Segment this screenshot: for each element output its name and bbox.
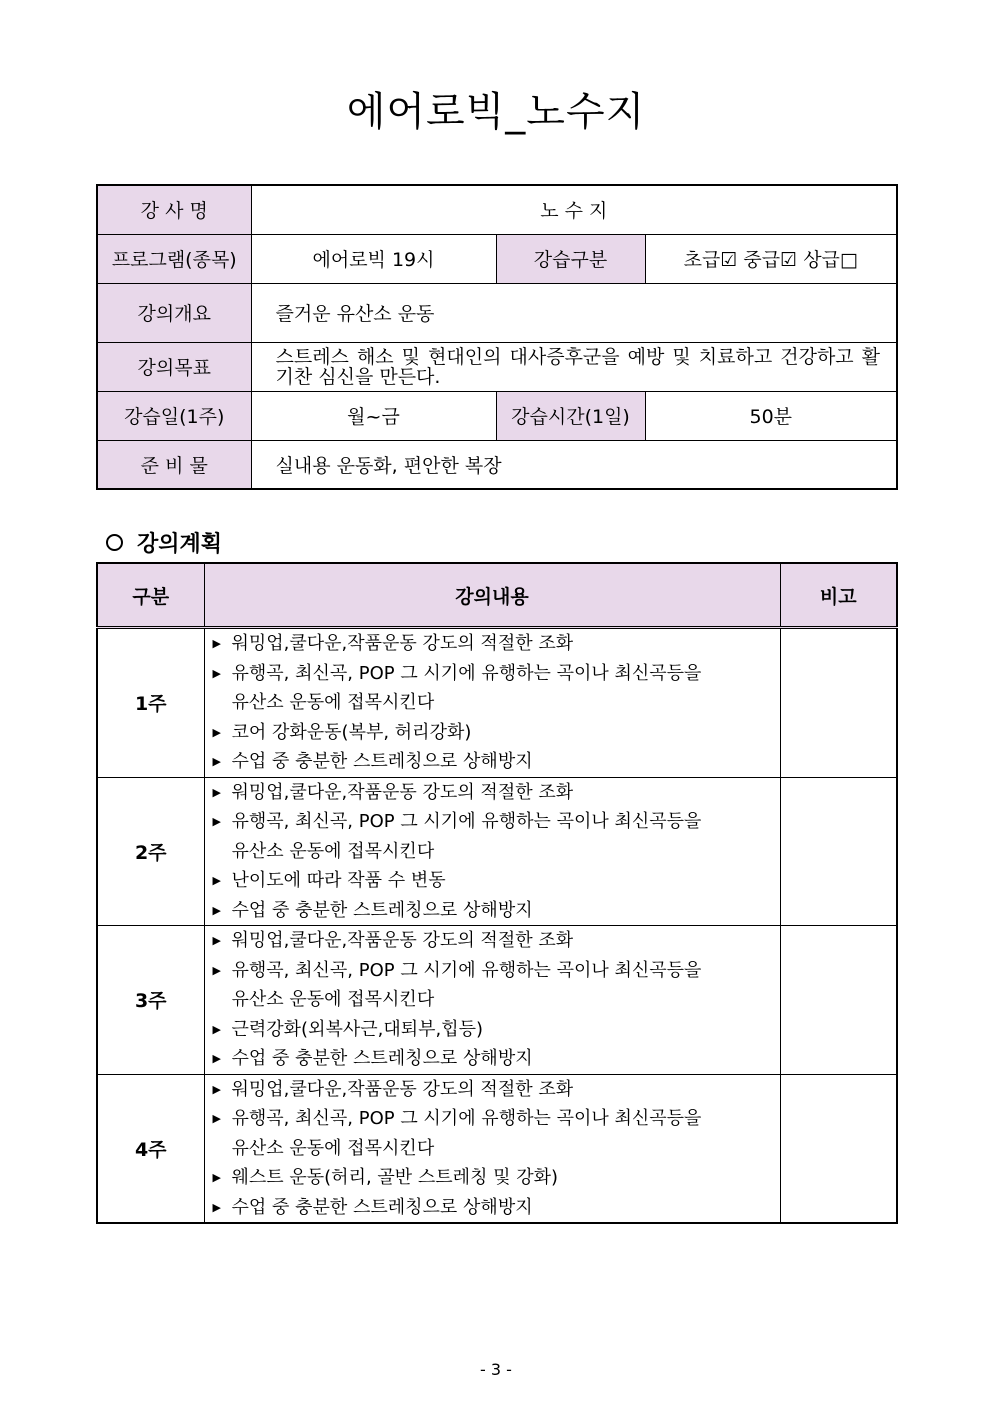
overview-label: 강의개요	[97, 283, 251, 342]
triangle-bullet-icon: ▶	[212, 815, 221, 828]
list-item	[213, 718, 780, 748]
circle-bullet-icon	[106, 534, 123, 551]
list-item	[213, 1044, 780, 1074]
page-number: - 3 -	[480, 1360, 512, 1379]
list-item	[213, 1134, 780, 1164]
header-note: 비고	[780, 563, 897, 628]
list-item-text: 근력강화(외복사근,대퇴부,힙등)	[231, 1018, 484, 1040]
table-row	[97, 1074, 897, 1223]
days-value: 월~금	[251, 391, 496, 440]
list-item-text: 코어 강화운동(복부, 허리강화)	[231, 721, 472, 743]
time-value: 50분	[645, 391, 897, 440]
triangle-bullet-icon: ▶	[212, 755, 221, 768]
table-header-row	[97, 563, 897, 628]
triangle-bullet-icon: ▶	[212, 963, 221, 977]
list-item-text: 유산소 운동에 접목시킨다	[231, 989, 435, 1010]
program-value: 에어로빅 19시	[251, 234, 496, 283]
triangle-bullet-icon: ▶	[212, 934, 221, 947]
list-item-text: 난이도에 따라 작품 수 변동	[231, 870, 446, 891]
triangle-bullet-icon: ▶	[212, 1200, 221, 1214]
triangle-bullet-icon: ▶	[212, 666, 221, 680]
list-item	[213, 688, 780, 718]
list-item	[213, 1163, 780, 1193]
header-content: 강의내용	[204, 563, 780, 628]
list-item-text: 워밍업,쿨다운,작품운동 강도의 적절한 조화	[231, 633, 574, 654]
time-label: 강습시간(1일)	[496, 391, 645, 440]
list-item-text: 유산소 운동에 접목시킨다	[231, 692, 435, 713]
level-value: 초급☑ 중급☑ 상급□	[645, 234, 897, 283]
list-item	[213, 926, 780, 956]
week-label: 4주	[97, 1074, 204, 1223]
list-item-text: 워밍업,쿨다운,작품운동 강도의 적절한 조화	[231, 1078, 574, 1100]
list-item	[213, 866, 780, 896]
list-item-text: 수업 중 충분한 스트레칭으로 상해방지	[231, 1196, 533, 1218]
list-item-text: 워밍업,쿨다운,작품운동 강도의 적절한 조화	[231, 781, 574, 803]
note-cell	[780, 777, 897, 926]
triangle-bullet-icon: ▶	[212, 1022, 221, 1036]
list-item	[213, 1015, 780, 1045]
program-label: 프로그램(종목)	[97, 234, 251, 283]
triangle-bullet-icon: ▶	[212, 1171, 221, 1184]
list-item-text: 유행곡, 최신곡, POP 그 시기에 유행하는 곡이나 최신곡등을	[231, 959, 702, 981]
list-item-text: 웨스트 운동(허리, 골반 스트레칭 및 강화)	[231, 1167, 559, 1188]
note-cell	[780, 1074, 897, 1223]
triangle-bullet-icon: ▶	[212, 1112, 221, 1125]
list-item-text: 워밍업,쿨다운,작품운동 강도의 적절한 조화	[231, 930, 574, 951]
triangle-bullet-icon: ▶	[212, 903, 221, 917]
triangle-bullet-icon: ▶	[212, 637, 221, 650]
triangle-bullet-icon: ▶	[212, 1082, 221, 1096]
overview-value: 즐거운 유산소 운동	[251, 283, 897, 342]
course-info-table	[96, 184, 898, 490]
note-cell	[780, 628, 897, 778]
list-item-text: 유산소 운동에 접목시킨다	[231, 1137, 435, 1159]
list-item	[213, 1193, 780, 1223]
table-row	[97, 628, 897, 778]
list-item	[213, 1104, 780, 1134]
week-label: 3주	[97, 926, 204, 1075]
list-item-text: 유행곡, 최신곡, POP 그 시기에 유행하는 곡이나 최신곡등을	[231, 1108, 702, 1129]
table-row	[97, 926, 897, 1075]
prep-value: 실내용 운동화, 편안한 복장	[251, 440, 897, 489]
header-week: 구분	[97, 563, 204, 628]
instructor-label: 강 사 명	[97, 185, 251, 234]
level-label: 강습구분	[496, 234, 645, 283]
list-item	[213, 778, 780, 808]
list-item	[213, 837, 780, 867]
days-label: 강습일(1주)	[97, 391, 251, 440]
list-item-text: 수업 중 충분한 스트레칭으로 상해방지	[231, 1048, 533, 1069]
prep-label: 준 비 물	[97, 440, 251, 489]
list-item	[213, 629, 780, 659]
triangle-bullet-icon: ▶	[212, 1052, 221, 1065]
list-item	[213, 985, 780, 1015]
list-item	[213, 896, 780, 926]
goal-value: 스트레스 해소 및 현대인의 대사증후군을 예방 및 치료하고 건강하고 활기찬 심신을 만든다.	[251, 342, 897, 391]
list-item	[213, 956, 780, 986]
lecture-plan-table	[96, 562, 898, 1224]
week-content	[204, 777, 780, 926]
week-label: 2주	[97, 777, 204, 926]
section-heading	[106, 527, 222, 558]
list-item-text: 수업 중 충분한 스트레칭으로 상해방지	[231, 899, 533, 921]
section-title: 강의계획	[137, 532, 223, 557]
week-label: 1주	[97, 628, 204, 778]
triangle-bullet-icon: ▶	[212, 725, 221, 739]
week-content	[204, 628, 780, 778]
list-item-text: 유산소 운동에 접목시킨다	[231, 840, 435, 862]
triangle-bullet-icon: ▶	[212, 874, 221, 887]
list-item	[213, 747, 780, 777]
triangle-bullet-icon: ▶	[212, 785, 221, 799]
list-item-text: 유행곡, 최신곡, POP 그 시기에 유행하는 곡이나 최신곡등을	[231, 662, 702, 684]
list-item	[213, 807, 780, 837]
list-item	[213, 659, 780, 689]
list-item-text: 유행곡, 최신곡, POP 그 시기에 유행하는 곡이나 최신곡등을	[231, 811, 702, 832]
week-content	[204, 1074, 780, 1223]
instructor-value: 노 수 지	[251, 185, 897, 234]
week-content	[204, 926, 780, 1075]
page-title: 에어로빅_노수지	[346, 89, 646, 135]
table-row	[97, 777, 897, 926]
goal-label: 강의목표	[97, 342, 251, 391]
list-item-text: 수업 중 충분한 스트레칭으로 상해방지	[231, 751, 533, 772]
note-cell	[780, 926, 897, 1075]
list-item	[213, 1075, 780, 1105]
